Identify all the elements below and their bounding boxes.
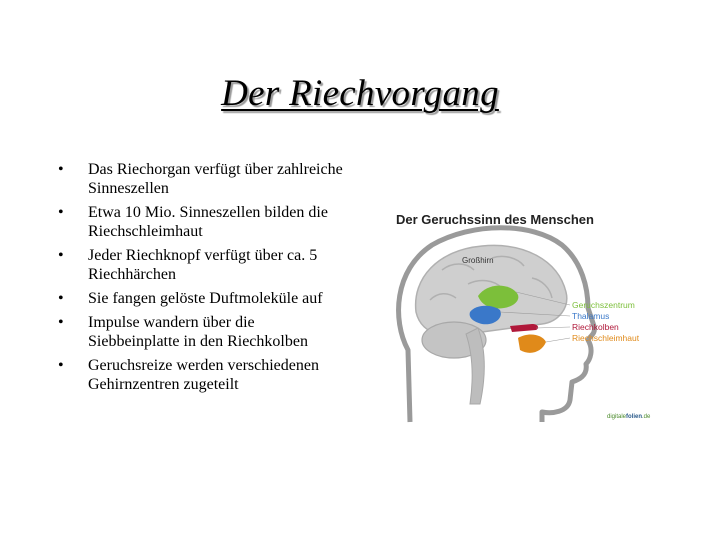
bullet-text: Geruchsreize werden verschiedenen Gehirnzentren zugeteilt bbox=[88, 357, 319, 393]
bullet-item bbox=[58, 160, 348, 198]
bullet-list bbox=[58, 160, 348, 399]
brand-suffix: .de bbox=[642, 414, 651, 420]
bullet-item bbox=[58, 246, 348, 284]
slide-title: Der Riechvorgang bbox=[221, 73, 499, 114]
brain-figure bbox=[382, 200, 672, 430]
bullet-dot: • bbox=[58, 247, 64, 264]
olfactory-mucosa bbox=[518, 335, 546, 353]
bullet-text: Impulse wandern über die Siebbeinplatte in den Riechkolben bbox=[88, 314, 308, 350]
bullet-dot: • bbox=[58, 357, 64, 374]
bullet-text: Jeder Riechknopf verfügt über ca. 5 Riechhärchen bbox=[88, 247, 318, 283]
brainstem bbox=[466, 328, 484, 404]
bullet-dot: • bbox=[58, 314, 64, 331]
bullet-item bbox=[58, 313, 348, 351]
brand-prefix: digitale bbox=[607, 414, 627, 420]
grosshirn-label: Großhirn bbox=[462, 256, 494, 265]
bullet-text: Etwa 10 Mio. Sinneszellen bilden die Riechschleimhaut bbox=[88, 204, 328, 240]
legend-item-geruchszentrum: Geruchszentrum bbox=[572, 300, 635, 310]
bullet-dot: • bbox=[58, 290, 64, 307]
figure-legend bbox=[572, 300, 639, 344]
bullet-item bbox=[58, 356, 348, 394]
bullet-text: Das Riechorgan verfügt über zahlreiche Sinneszellen bbox=[88, 161, 343, 197]
bullet-text: Sie fangen gelöste Duftmoleküle auf bbox=[88, 290, 323, 307]
bullet-dot: • bbox=[58, 204, 64, 221]
bullet-dot: • bbox=[58, 161, 64, 178]
brand-main: folien bbox=[626, 414, 643, 420]
legend-item-riechkolben: Riechkolben bbox=[572, 322, 619, 332]
bullet-item bbox=[58, 289, 348, 308]
figure-title: Der Geruchssinn des Menschen bbox=[396, 212, 594, 227]
legend-item-riechschleimhaut: Riechschleimhaut bbox=[572, 333, 640, 343]
legend-item-thalamus: Thalamus bbox=[572, 311, 610, 321]
bullet-item bbox=[58, 203, 348, 241]
brand-logo bbox=[607, 414, 650, 420]
